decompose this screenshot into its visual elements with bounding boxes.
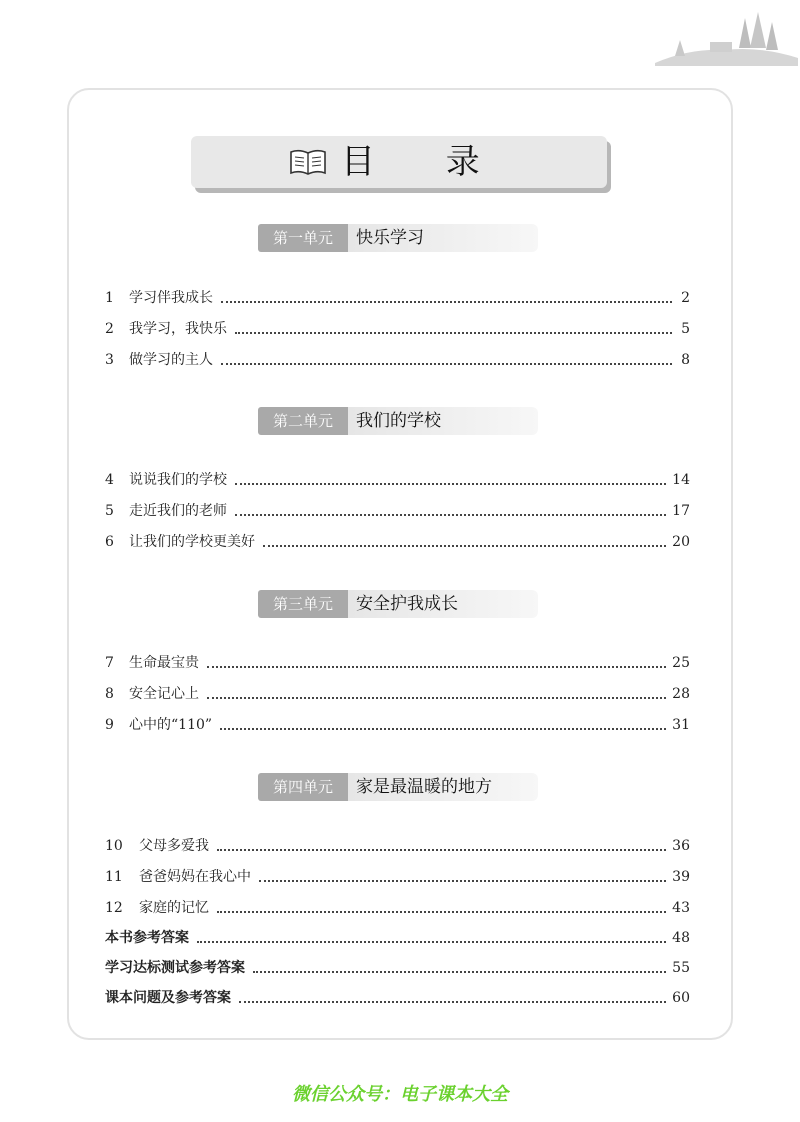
toc-entry[interactable] [105, 317, 690, 339]
lesson-number: 12 [105, 900, 123, 916]
unit-header-1 [258, 224, 538, 252]
lesson-number: 11 [105, 869, 123, 885]
unit-tag: 第四单元 [258, 773, 348, 801]
page-number: 8 [681, 352, 690, 368]
dot-leader [235, 513, 666, 516]
landscape-decoration-icon [650, 8, 800, 68]
dot-leader [220, 727, 666, 730]
toc-entry[interactable] [105, 651, 690, 673]
appendix-title: 本书参考答案 [105, 930, 189, 946]
page-number: 5 [681, 321, 690, 337]
lesson-number: 3 [105, 352, 114, 368]
page-number: 39 [672, 869, 690, 885]
lesson-title: 生命最宝贵 [129, 655, 199, 671]
unit-header-4 [258, 773, 538, 801]
dot-leader [263, 544, 666, 547]
page-number: 2 [681, 290, 690, 306]
toc-entry[interactable] [105, 499, 690, 521]
page-number: 14 [672, 472, 690, 488]
footer-watermark: 微信公众号：电子课本大全 [292, 1084, 508, 1105]
toc-entry[interactable] [105, 348, 690, 370]
unit-name: 家是最温暖的地方 [348, 773, 538, 801]
unit-name: 我们的学校 [348, 407, 538, 435]
lesson-title: 家庭的记忆 [139, 900, 209, 916]
unit-tag: 第三单元 [258, 590, 348, 618]
toc-title-banner [191, 136, 607, 188]
lesson-title: 安全记心上 [129, 686, 199, 702]
appendix-title: 学习达标测试参考答案 [105, 960, 245, 976]
page-number: 60 [672, 990, 690, 1006]
unit-name: 快乐学习 [348, 224, 538, 252]
toc-entry[interactable] [105, 286, 690, 308]
lesson-title: 爸爸妈妈在我心中 [139, 869, 251, 885]
unit-header-3 [258, 590, 538, 618]
lesson-number: 10 [105, 838, 123, 854]
toc-appendix-entry[interactable] [105, 956, 690, 978]
lesson-number: 5 [105, 503, 114, 519]
lesson-title: 父母多爱我 [139, 838, 209, 854]
dot-leader [221, 300, 672, 303]
lesson-number: 4 [105, 472, 114, 488]
page-number: 17 [672, 503, 690, 519]
page-number: 43 [672, 900, 690, 916]
dot-leader [253, 970, 666, 973]
lesson-number: 6 [105, 534, 114, 550]
dot-leader [235, 331, 672, 334]
dot-leader [235, 482, 666, 485]
page-number: 25 [672, 655, 690, 671]
lesson-number: 1 [105, 290, 114, 306]
toc-entry[interactable] [105, 834, 690, 856]
dot-leader [239, 1000, 666, 1003]
dot-leader [221, 362, 672, 365]
dot-leader [259, 879, 666, 882]
page-number: 31 [672, 717, 690, 733]
lesson-title: 说说我们的学校 [129, 472, 227, 488]
toc-appendix-entry[interactable] [105, 926, 690, 948]
dot-leader [197, 940, 666, 943]
toc-entry[interactable] [105, 865, 690, 887]
toc-entry[interactable] [105, 530, 690, 552]
lesson-number: 9 [105, 717, 114, 733]
toc-entry[interactable] [105, 896, 690, 918]
page-number: 48 [672, 930, 690, 946]
lesson-number: 8 [105, 686, 114, 702]
lesson-title: 心中的“110” [129, 717, 213, 733]
appendix-title: 课本问题及参考答案 [105, 990, 231, 1006]
unit-header-2 [258, 407, 538, 435]
unit-tag: 第一单元 [258, 224, 348, 252]
lesson-title: 做学习的主人 [129, 352, 213, 368]
toc-appendix-entry[interactable] [105, 986, 690, 1008]
lesson-number: 2 [105, 321, 114, 337]
page-number: 28 [672, 686, 690, 702]
toc-entry[interactable] [105, 682, 690, 704]
unit-name: 安全护我成长 [348, 590, 538, 618]
open-book-icon [289, 148, 327, 176]
unit-tag: 第二单元 [258, 407, 348, 435]
lesson-title: 我学习，我快乐 [129, 321, 227, 337]
dot-leader [207, 665, 666, 668]
page-number: 36 [672, 838, 690, 854]
lesson-title: 让我们的学校更美好 [129, 534, 255, 550]
page-title: 目 录 [341, 142, 510, 182]
dot-leader [207, 696, 666, 699]
toc-entry[interactable] [105, 468, 690, 490]
page-number: 20 [672, 534, 690, 550]
lesson-title: 学习伴我成长 [129, 290, 213, 306]
toc-entry[interactable] [105, 713, 690, 735]
dot-leader [217, 910, 666, 913]
lesson-number: 7 [105, 655, 114, 671]
lesson-title: 走近我们的老师 [129, 503, 227, 519]
dot-leader [217, 848, 666, 851]
page-number: 55 [672, 960, 690, 976]
